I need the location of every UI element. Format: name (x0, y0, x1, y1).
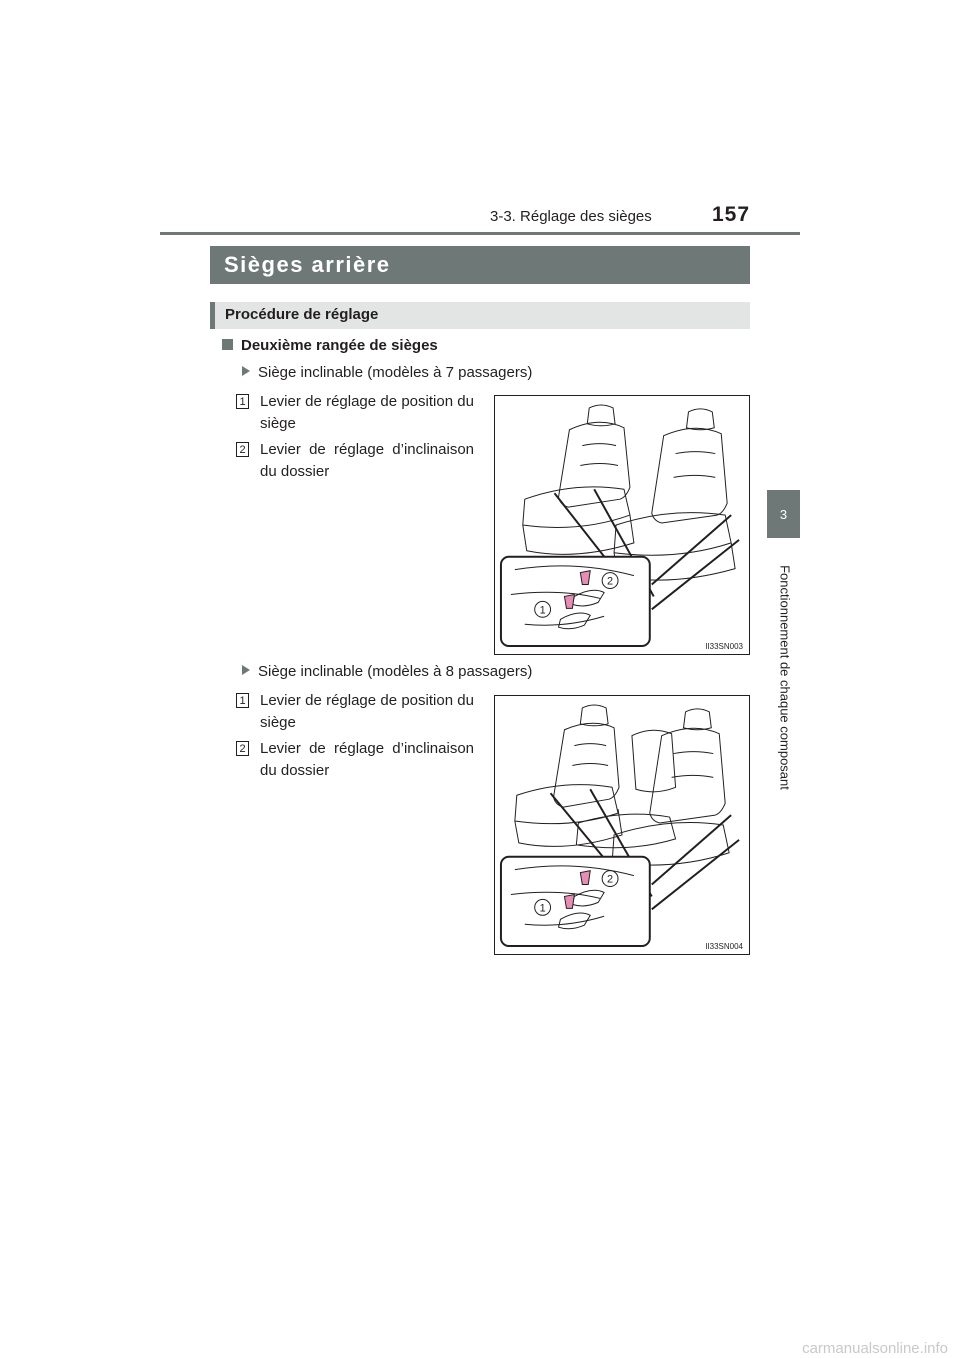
square-bullet-icon (222, 339, 233, 350)
bullet-7-seats (242, 364, 532, 381)
triangle-bullet-icon (242, 366, 250, 376)
item-text: Levier de réglage d’inclinaison du dossier (260, 740, 474, 779)
footer-text: carmanualsonline.info (802, 1340, 948, 1357)
page-number: 157 (712, 203, 751, 226)
item-number-badge: 2 (236, 741, 249, 756)
callout-1-label: 1 (539, 902, 546, 915)
callout-1-label: 1 (539, 604, 546, 617)
seat-illustration-8 (494, 695, 750, 955)
chapter-title: Fonctionnement de chaque composant (777, 565, 793, 790)
callout-2-label: 2 (607, 575, 614, 588)
callout-2-label: 2 (607, 873, 614, 886)
sub-heading: Procédure de réglage (210, 302, 750, 329)
figure-code: II33SN004 (705, 942, 743, 951)
bullet-text: Siège inclinable (modèles à 7 passagers) (258, 364, 533, 381)
header-rule (160, 232, 800, 235)
seat-illustration-7 (494, 395, 750, 655)
triangle-bullet-icon (242, 665, 250, 675)
section-heading-text: Deuxième rangée de sièges (241, 337, 438, 354)
page-title: Sièges arrière (210, 246, 750, 284)
chapter-number: 3 (779, 506, 788, 522)
bullet-8-seats (242, 663, 532, 680)
item-number-badge: 1 (236, 693, 249, 708)
item-text: Levier de réglage de position du siège (260, 692, 474, 731)
item-text: Levier de réglage d’inclinaison du dossier (260, 441, 474, 480)
item-number-badge: 2 (236, 442, 249, 457)
footer-watermark (0, 1340, 960, 1357)
section-heading (222, 337, 438, 354)
item-number-badge: 1 (236, 394, 249, 409)
bullet-text: Siège inclinable (modèles à 8 passagers) (258, 663, 533, 680)
item-text: Levier de réglage de position du siège (260, 393, 474, 432)
figure-code: II33SN003 (705, 642, 743, 651)
seat-drawing-svg (495, 396, 749, 654)
seat-drawing-svg (495, 696, 749, 954)
header-section: 3-3. Réglage des sièges (490, 208, 652, 225)
